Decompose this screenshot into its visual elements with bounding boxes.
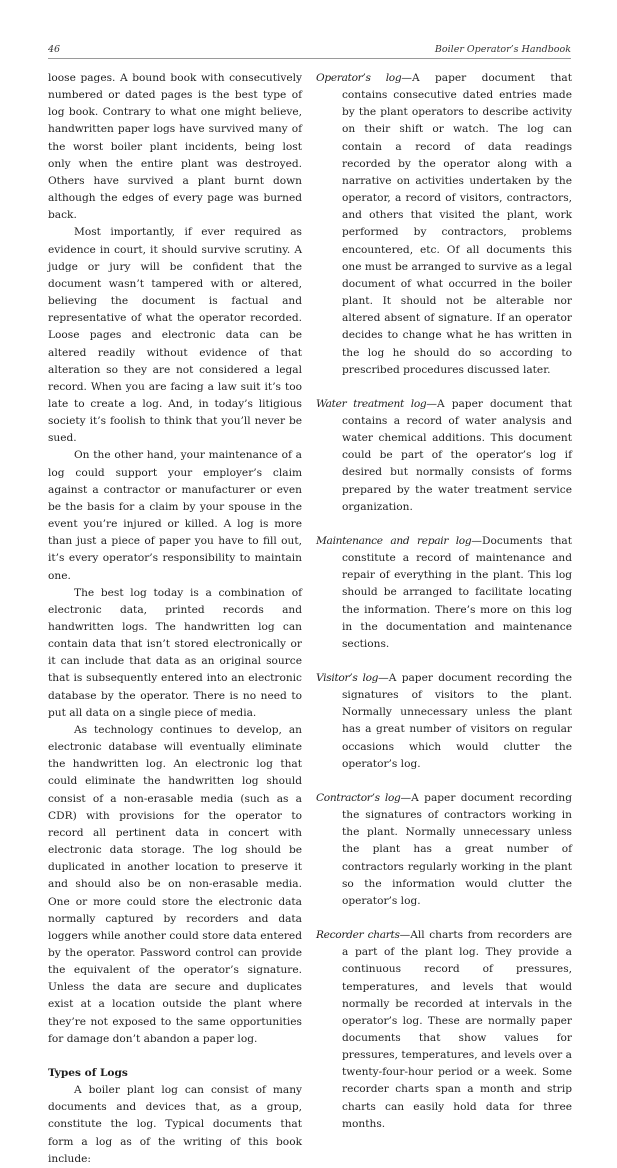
left-column bbox=[48, 70, 302, 1168]
entry-definition: —A paper document that contains a record of water analysis and water chemical additions. This document could be part of the operator’s log if desired but normally consists of forms prepared by the water treatment service organization. bbox=[342, 397, 573, 513]
page-header bbox=[48, 44, 571, 58]
running-title: Boiler Operator’s Handbook bbox=[434, 44, 571, 55]
body-paragraph: Most importantly, if ever required as evidence in court, it should survive scrutiny. A judge or jury will be confident that the document wasn’t tampered with or altered, believing the document is factual and representative of what the operator recorded. Loose pages and electronic data can be altered readily without evidence of that alteration so they are not considered a legal record. When you are facing a law suit it’s too late to create a log. And, in today’s litigious society it’s foolish to think that you’ll never be sued. bbox=[48, 226, 302, 445]
entry-term: Visitor’s log bbox=[316, 672, 379, 684]
entry-term: Maintenance and repair log bbox=[316, 534, 472, 547]
entry-definition: —A paper document recording the signatures of visitors to the plant. Normally unnecessary unless the plant has a great number of visitors on regular occasions which would clutter the operator’s log. bbox=[342, 672, 572, 770]
page-number: 46 bbox=[48, 44, 61, 55]
entry-definition: —A paper document recording the signatures of contractors working in the plant. Normally unnecessary unless the plant has a great number of contractors regularly working in the plant so the information would clutter the operator’s log. bbox=[342, 791, 572, 907]
body-paragraph: loose pages. A bound book with consecutively numbered or dated pages is the best type of log book. Contrary to what one might believe, handwritten paper logs have survived many of the worst boiler plant incidents, being lost only when the entire plant was destroyed. Others have survived a plant burnt down although the edges of every page was burned back. bbox=[48, 72, 302, 222]
entry-definition: —Documents that constitute a record of maintenance and repair of everything in the plant. This log should be arranged to facilitate locating the information. There’s more on this log in the documentation and maintenance sections. bbox=[342, 534, 572, 650]
right-column bbox=[316, 70, 572, 1150]
entry-definition: —All charts from recorders are a part of the plant log. They provide a continuous record of pressures, temperatures, and levels that would normally be recorded at intervals in the operator’s log. These are normally paper documents that show values for pressures, temperatures, and levels over a twenty-four-hour period or a week. Some recorder charts span a month and strip charts can easily hold data for three months. bbox=[342, 929, 573, 1130]
body-paragraph: On the other hand, your maintenance of a log could support your employer’s claim against a contractor or manufacturer or even be the basis for a claim by your spouse in the event you’re injured or killed. A log is more than just a piece of paper you have to fill out, it’s every operator’s responsibility to maintain one. bbox=[48, 449, 302, 582]
entry-term: Recorder charts bbox=[316, 929, 400, 942]
body-paragraph: As technology continues to develop, an electronic database will eventually eliminate the handwritten log. An electronic log that could eliminate the handwritten log should consist of a non-erasable media (such as a CDR) with provisions for the operator to record all pertinent data in concert with electronic data storage. The log should be duplicated in another location to preserve it and should also be on non-erasable media. One or more could store the electronic data normally captured by recorders and data loggers while another could store data entered by the operator. Password control can provide the equivalent of the operator’s signature. Unless the data are secure and duplicates exist at a location outside the plant where they’re not exposed to the same opportunities for damage don’t abandon a paper log. bbox=[48, 723, 302, 1045]
log-entry-water-treatment-log bbox=[316, 396, 572, 516]
log-entry-contractors-log bbox=[316, 790, 572, 910]
log-entry-recorder-charts bbox=[316, 927, 572, 1133]
header-divider bbox=[48, 58, 571, 59]
log-entry-operators-log bbox=[316, 70, 572, 379]
log-entry-maintenance-repair-log bbox=[316, 533, 572, 653]
section-paragraph: A boiler plant log can consist of many documents and devices that, as a group, constitute the log. Typical documents that form a log as of the writing of this book include: bbox=[48, 1084, 302, 1165]
entry-term: Water treatment log bbox=[316, 397, 427, 410]
entry-term: Operator’s log bbox=[316, 72, 402, 84]
body-paragraph: The best log today is a combination of electronic data, printed records and handwritten logs. The handwritten log can contain data that isn’t stored electronically or it can include that data as an original source that is subsequently entered into an electronic database by the operator. There is no need to put all data on a single piece of media. bbox=[48, 586, 302, 719]
entry-definition: —A paper document that contains consecutive dated entries made by the plant operators to describe activity on their shift or watch. The log can contain a record of data readings recorded by the operator along with a narrative on activities undertaken by the operator, a record of visitors, contractors, and others that visited the plant, work performed by contractors, problems encountered, etc. Of all documents this one must be arranged to survive as a legal document of what occurred in the boiler plant. It should not be alterable nor altered absent of signature. If an operator decides to change what he has written in the log he should do so according to prescribed procedures discussed later. bbox=[342, 72, 572, 376]
entry-term: Contractor’s log bbox=[316, 791, 401, 804]
log-entry-visitors-log bbox=[316, 670, 572, 773]
section-heading: Types of Logs bbox=[48, 1066, 128, 1079]
